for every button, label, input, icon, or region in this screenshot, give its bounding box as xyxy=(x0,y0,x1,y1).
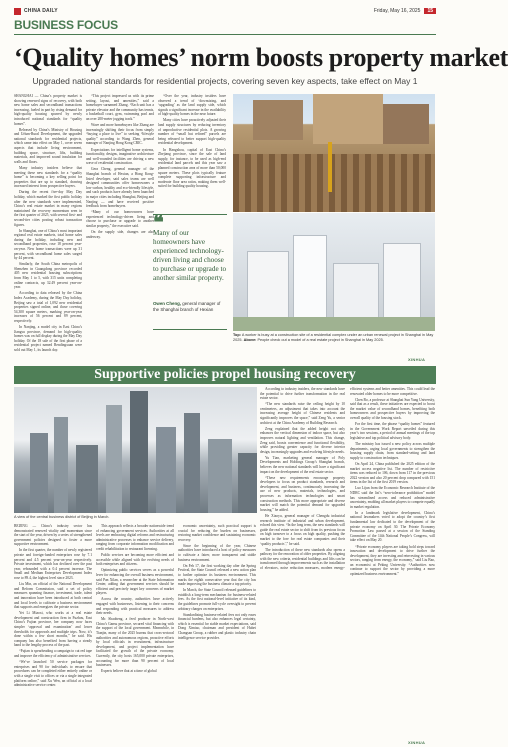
section-rule xyxy=(14,34,436,35)
page-number: 15 xyxy=(424,8,436,14)
paragraph: Many industry insiders believe that meeting these new standards for a “quality home” is becoming a key selling point for properties that are up to standard, drawing increased interest from prospective buyers. xyxy=(14,165,82,189)
caption-bottom-text: People check out a model of a real estate project in Shanghai in May 2025. xyxy=(257,337,384,342)
paragraph: Expectations for intelligent home systems, functionality, designs, imaginative architecture and well-rounded facilities are driving a new wave of residential construction. xyxy=(86,147,154,166)
second-column-1 xyxy=(14,524,92,738)
city-photo-caption: A view of the central business district of Beijing in March. xyxy=(14,515,110,519)
paragraph: According to industry insiders, the new standards have the potential to drive further transformation in the real estate sector. xyxy=(260,387,345,401)
paragraph: “Over the year, industry insiders have observed a trend of ‘downsizing, and ‘upgrading’ as the land supply side, which signals a significant increase in the availability of high-quality homes in the near future. xyxy=(158,94,226,117)
second-column-4 xyxy=(260,387,435,738)
paragraph: Optimizing public services serves as a powerful lever for enhancing the overall business environment, said Pan Xilan, a researcher at the State Information Center, adding that government services should be efficient and precisely target key concerns of market players. xyxy=(96,568,174,596)
paragraph: Released by China’s Ministry of Housing and Urban-Rural Development, the upgraded national standards for residential projects, which came into effect on May 1, cover seven aspects that include living environment, building space, structure, lifts, building materials, and improved sound insulation for walls and floors. xyxy=(14,127,82,164)
paragraph: According to data released by the China Index Academy, during the May Day holiday, Beijing saw a total of 1,092 new residential properties signed online, and those covering 54,300 square meters, marking year-on-year increases of 56 percent and 89 percent, respectively. xyxy=(14,291,82,323)
caption-top-text: A worker is busy at a construction site of a residential complex under an urban renewal project in Shanghai in May 2025. xyxy=(233,333,434,342)
paragraph: In a landmark legislative development, China’s national lawmakers voted to adopt the country’s first fundamental law dedicated to the development of the private economy on April 30. The Private Economy Promotion Law passed at a session of the Standing Committee of the 14th National People’s Congress, will take effect on May 20. xyxy=(350,510,435,543)
paragraph: In Hangzhou, capital of East China’s Zhejiang province, since the sale of land supply, for instance, to be used as high-end residential land parcels and this year saw a planned construction area of more than 50,000 square meters. These plots typically feature complete supporting infrastructure and moderate floor area ratios, making them well-suited for building quality housing. xyxy=(158,147,226,189)
masthead-bar xyxy=(14,6,436,16)
paragraph: The ministry has issued a new policy across multiple departments, urging local governments to strengthen the housing supply chain, from standard-setting and land supply to construction techniques. xyxy=(350,442,435,460)
main-headline: ‘Quality homes’ norm boosts property market xyxy=(14,43,508,72)
paragraph: Luo Lijun from the Economic Research Institute of the NDRC said the list’s “zero-tolerance prohibition” model has streamlined access and reduced administrative uncertainty, enabling all market players to compete equally in market regulation. xyxy=(350,486,435,509)
paragraph: In Shanghai, one of China’s most important regional real estate markets, total home sales during the holiday, including new and secondhand properties, rose 18 percent year-on-year. New home transactions were up 31 percent, with secondhand home sales surged by 44 percent. xyxy=(14,228,82,261)
second-column-2 xyxy=(96,524,174,738)
paragraph: Across the country, authorities have actively engaged with businesses, listening to their concerns and responding with practical measures to address their needs. xyxy=(96,597,174,616)
construction-site-photo xyxy=(233,94,435,212)
paragraph: “The new standards raise the ceiling height by 10 centimeters, an adjustment that takes into account the increasing average height of Chinese residents and significantly improves the space,” said Zeng Yu, a senior architect at the China Academy of Building Research. xyxy=(260,402,345,425)
paragraph: On Feb 17, the first working day after the Spring Festival, the State Council released a new action plan to further optimize its business environment. This marks the eighth consecutive year that the city has made improving the business climate a top priority. xyxy=(178,563,256,587)
second-byline: XINHUA xyxy=(408,740,426,745)
paragraph: Many cities have proactively adjusted their land supply structures by reducing inventory of unproductive residential plots. A growing number of “small but refined” parcels are being released to better support high-quality residential development. xyxy=(158,118,226,146)
pull-quote xyxy=(153,214,227,330)
paper-name: CHINA DAILY xyxy=(24,8,58,14)
paragraph: Public services are becoming more efficient and accessible while aligned with the evolving needs of both enterprises and citizens. xyxy=(96,553,174,567)
pull-quote-source xyxy=(153,301,227,312)
paragraph: “We’ve launched 50 service packages for enterprises and 90 for individuals to ensure that procedures can be completed either entirely online or with a single visit to offices or via a single integrated platform online,” said Xu Wen, an official at a local administrative service center. xyxy=(14,660,92,688)
paragraph: Wave and more homebuyers like Zhang are increasingly shifting their focus from simply “buying a place to live” to seeking “lifestyle quality” according to Wang Zhen, general manager of Nanjing Hong Kong CRIC. xyxy=(86,123,154,146)
quote-mark-icon: ❝ xyxy=(153,212,164,234)
article-column-3 xyxy=(158,94,226,210)
paragraph: On April 24, China published the 2025 edition of the market access negative list. The number of restrictive items was reduced to 106, down from 117 in the previous 2022 version and also 20 percent drop compared with 151 items in the list of the first 2019 version. xyxy=(350,461,435,485)
paragraph: Since the beginning of the year, Chinese authorities have introduced a host of policy measures to cultivate a fairer, more transparent and stable business environment. xyxy=(178,543,256,562)
main-subhead: Upgraded national standards for residential projects, covering seven key aspects, take effect on May 1 xyxy=(32,76,418,86)
photo-caption xyxy=(233,333,435,347)
beijing-cbd-photo xyxy=(14,387,257,513)
property-model-photo xyxy=(233,213,435,331)
paragraph: Similarly, the South China metropolis of Shenzhen in Guangdong province recorded 405 new residential housing subscriptions from May 1 to 5, with 315 units completing online contracts, up 32.49 percent year-on-year. xyxy=(14,262,82,290)
main-byline: XINHUA xyxy=(408,357,426,362)
paragraph: Zeng explained that the added height not only enhances the vertical dimension of indoor space, but also improves natural lighting and ventilation. This change, Zeng said, boosts convenience and functional flexibility, while providing greater capacity for diverse interior design, increasingly upgrades and evolving lifestyle needs. xyxy=(260,426,345,454)
paragraph: Liu Min, an official of the National Development and Reform Commission, said a set of policy measures spanning finance, investment, trade, talent and innovation have been introduced at both central and local levels to cultivate a business environment that supports and energizes the private sector. xyxy=(14,582,92,610)
china-daily-logo-icon xyxy=(14,8,21,15)
second-column-3 xyxy=(178,524,256,738)
paragraph: In the first quarter, the number of newly registered private and foreign-funded enterprises rose by 7.1 percent and 4.5 percent year-on-year respectively. Private investment, which has declined over the past year, rebounded with a 0.4 percent increase. The Small and Medium Enterprises Development Index rose to 89.4, the highest level since 2023. xyxy=(14,548,92,581)
paragraph: Chen Bo, a professor at Shanghai Sun Yang University, said that as a result, these initiatives are expected to boost the market value of secondhand homes, benefiting both homeowners and prospective buyers by improving the overall quality of the housing stock. xyxy=(350,397,435,421)
paragraph: During the recent five-day May Day holiday, which marked the first public holiday after the new standards were implemented, China’s real estate market in many regions maintained the recovery momentum seen in the first quarter of 2025, with several first- and second-tier cities posting robust transaction figures. xyxy=(14,190,82,227)
paragraph: In March, the State Council released guidelines to establish a long-term mechanism for business-related fees. As the first national-level initiative of its kind, the guidelines promote full-cycle oversight to prevent arbitrary charges on enterprises. xyxy=(178,588,256,611)
second-headline: Supportive policies propel housing recovery xyxy=(14,366,436,384)
paragraph: Gera Cheng, general manager of the Shanghai branch of Hexian, a Hong Kong-listed developer, said sales teams are well designed communities offer homeowners a low-carbon, healthy and eco-friendly lifestyle, and such products have already been launched in major cities including Shanghai, Beijing and Nanjing — and have received positive feedback from homebuyers. xyxy=(86,167,154,209)
caption-bottom-label: Above: xyxy=(243,337,257,342)
issue-date: Friday, May 16, 2025 xyxy=(373,8,421,14)
article-column-1 xyxy=(14,94,82,362)
paragraph: The introduction of these new standards also opens a pathway for the renovation of older properties. By aligning with the new criteria, residential buildings and lifts can be transformed through improvements such as the installation of elevators, noise reduction measures, modern energy-efficient systems and better amenities. This could lead the renovated older homes to be more competitive. xyxy=(260,387,435,570)
paragraph: For the first time, the phrase “quality homes” featured in the Government Work Report unveiled during this year’s two sessions, a period of annual meetings of the top legislative and top political advisory body. xyxy=(350,422,435,440)
paragraph: BEIJING — China’s industry sector has demonstrated renewed vitality and momentum since the start of the year, driven by a series of strengthened government policies designed to foster a more supportive environment. xyxy=(14,524,92,547)
paragraph: economic uncertainty, such practical support is crucial for reducing the burden on businesses, restoring market confidence and sustaining economic recovery. xyxy=(178,524,256,542)
paragraph: SHANGHAI — China’s property market is showing renewed signs of recovery, with both new home sales and secondhand transactions increasing, fueled in part by rising demand for high-quality housing spurred by newly introduced national standards for “quality homes”. xyxy=(14,94,82,126)
paragraph: Yet Li Miaoxi, who works at a real estate development and construction firm in Fuzhou, East China’s Fujian province, her company now faces simpler ‘approval and examination’ and lower thresholds for approvals and multiple trips. Now, it’s done within a few short months,” he said. His company has also benefited from having a steady hand to the lengthy process of the past. xyxy=(14,611,92,648)
paragraph: “Fujian is spearheading a campaign to cut red tape and improve the efficiency of administrative services. xyxy=(14,649,92,659)
paragraph: “Private economy players are taking bold steps toward innovation and development to drive further the development, they are investing and reinvesting in various sectors, ranging from energy, the economy,” said Liu Bao, an economist at Peking University. “Authorities now continue to support the sector by providing a more optimized business environment.” xyxy=(350,544,435,577)
paragraph: This approach reflects a broader nationwide trend of enhancing government services. Authorities at all levels are embracing digital reforms and restructuring administrative processes to enhance service delivery, ranging from corporate information modification and credit rehabilitation to restaurant licensing. xyxy=(96,524,174,551)
paragraph: “Many of our homeowners have experienced technology-driven living and choose to purchase or upgrade to another similar property,” the executive said. xyxy=(86,210,154,229)
paragraph: “This project impressed us with its prime setting, layout, and amenities,” said a homebuyer surnamed Zhang. “Each unit has a private elevator and the community has tennis, a basketball court, gym, swimming pool and an over 200-meter jogging track.” xyxy=(86,94,154,121)
paragraph: Experts believe that at a time of global xyxy=(101,669,157,674)
article-column-2 xyxy=(86,94,154,362)
paragraph: “These new requirements encourage property developers to focus on product standards, research and development, and business, continuously increasing the use of new products, materials, technologies, and processes as information technologies and smart construction methods. This more appropriate and diverse market will match the potential demand for upgraded housing,” he added. xyxy=(260,475,345,512)
paragraph: Standardizing business-related fees not only eases financial burdens, but also enhances legal certainty, which is essential for stable market expectations, said Dong Ximiao, chairman and president of Hubei Changsan Group, a rubber and plastic industry chain intelligence service provider. xyxy=(178,612,256,640)
caption-top-label: Top: xyxy=(233,333,241,337)
pull-quote-role: general manager of the Shanghai branch of Hexian xyxy=(153,301,221,312)
paragraph: On the supply side, changes are also underway. xyxy=(86,230,154,239)
paragraph: In Nanjing, a model city in East China’s Jiangsu province, demand for high-quality homes was on full display during the May Day holiday. Of the 18 sale of the first phase of a residential project named Rendingxuan were sold out May 1, its launch day. xyxy=(14,325,82,352)
pull-quote-text: Many of our homeowners have experienced technology-driven living and choose to purchase or upgrade to another similar property. xyxy=(153,229,227,282)
section-title: BUSINESS FOCUS xyxy=(14,18,118,32)
pull-quote-name: Owen Cheng, xyxy=(153,301,182,306)
paragraph: Yu Tian, marketing general manager of Poly Developments and Holdings Group’s Shanghai branch, believes the new national standards will have a significant impact on the development of the real estate sector. xyxy=(260,455,345,474)
paragraph: Mr. Shaoheng, a feed producer in North-west China’s Gansu province, secured vital financing with the support of the local government. Meanwhile, in Tianjin, many of the 2025 bureau that cross-sectoral authorities and autonomous regions, proactive efforts by local officials in recruitment, infrastructure development, and project implementation have facilitated the growth of the private economy. Currently, the city hosts 165,000 private enterprises, accounting for more than 90 percent of local businesses. xyxy=(96,617,174,668)
paragraph: He Xiaoyu, general manager of Chengdu industrial research institute of industrial and urban development, echoed this view. “In the long term, the new standards will guide the real estate sector to shift from its previous focus on high turnover to a focus on high quality, pushing the market to the fore for real estate companies and their ‘quality products’,” he said. xyxy=(260,513,345,546)
